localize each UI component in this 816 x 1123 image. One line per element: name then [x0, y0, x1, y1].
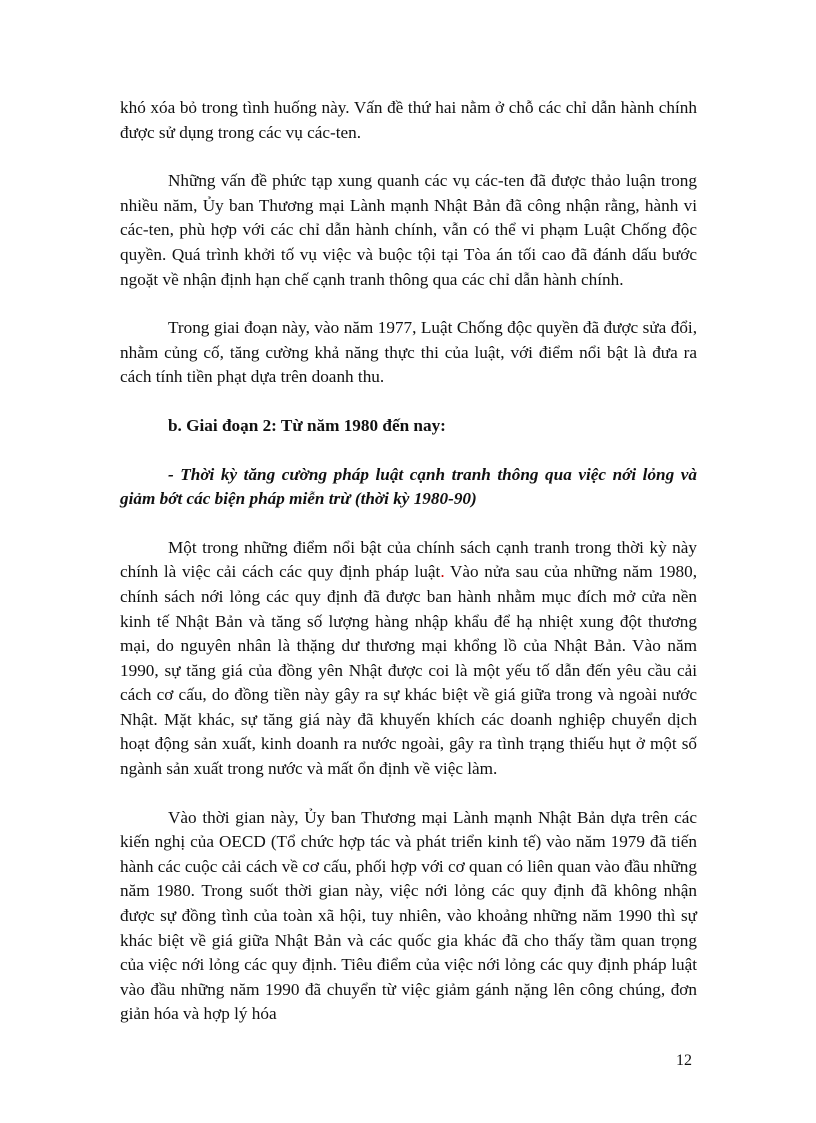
subsection-heading-1980-90: - Thời kỳ tăng cường pháp luật cạnh tranh thông qua việc nới lỏng và giảm bớt các biện pháp miễn trừ (thời kỳ 1980-90): [120, 464, 697, 509]
paragraph-continuation: khó xóa bỏ trong tình huống này. Vấn đề thứ hai nằm ở chỗ các chỉ dẫn hành chính được sử dụng trong các vụ các-ten.: [120, 98, 697, 142]
paragraph-gap: [120, 439, 697, 463]
paragraph-cartel-issues: Những vấn đề phức tạp xung quanh các vụ các-ten đã được thảo luận trong nhiều năm, Ủy ban Thương mại Lành mạnh Nhật Bản đã công nhận rằng, hành vi các-ten, phù hợp với các chỉ dẫn hành chính, vẫn có thể vi phạm Luật Chống độc quyền. Quá trình khởi tố vụ việc và buộc tội tại Tòa án tối cao đã đánh dấu bước ngoặt về nhận định hạn chế cạnh tranh thông qua các chỉ dẫn hành chính.: [120, 171, 697, 289]
paragraph-regulatory-reform: [120, 536, 697, 782]
paragraph-gap: [120, 145, 697, 169]
paragraph-regulatory-reform-part-1: Một trong những điểm nổi bật của chính sách cạnh tranh trong thời kỳ này chính là việc cải cách các quy định pháp luật: [120, 537, 697, 582]
paragraph-gap: [120, 390, 697, 414]
paragraph-gap: [120, 292, 697, 316]
section-heading-stage-2: b. Giai đoạn 2: Từ năm 1980 đến nay:: [168, 415, 446, 435]
paragraph-1977-amendment: Trong giai đoạn này, vào năm 1977, Luật Chống độc quyền đã được sửa đổi, nhằm củng cố, tăng cường khả năng thực thi của luật, với điểm nổi bật là đưa ra cách tính tiền phạt dựa trên doanh thu.: [120, 318, 697, 387]
paragraph-regulatory-reform-part-2: Vào nửa sau của những năm 1980, chính sách nới lỏng các quy định đã được ban hành nhằm mục đích mở cửa nền kinh tế Nhật Bản và tăng số lượng hàng nhập khẩu để hạ nhiệt xung đột thương mại, do nguyên nhân là thặng dư thương mại khổng lồ của Nhật Bản. Vào năm 1990, sự tăng giá của đồng yên Nhật được coi là một yếu tố dẫn đến yêu cầu cải cách cơ cấu, do đồng tiền này gây ra sự khác biệt về giá giữa trong và ngoài nước Nhật. Mặt khác, sự tăng giá này đã khuyến khích các doanh nghiệp chuyển dịch hoạt động sản xuất, kinh doanh ra nước ngoài, gây ra tình trạng thiếu hụt ở một số ngành sản xuất trong nước và mất ổn định về việc làm.: [120, 562, 697, 779]
page-number: 12: [676, 1052, 692, 1069]
paragraph-gap: [120, 782, 697, 806]
document-page: [120, 96, 697, 1027]
paragraph-gap: [120, 512, 697, 536]
red-period-mark: .: [440, 562, 445, 582]
paragraph-oecd-reform: Vào thời gian này, Ủy ban Thương mại Lành mạnh Nhật Bản dựa trên các kiến nghị của OECD (Tổ chức hợp tác và phát triển kinh tế) vào năm 1979 đã tiến hành các cuộc cải cách về cơ cấu, phối hợp với cơ quan có liên quan vào đầu những năm 1980. Trong suốt thời gian này, việc nới lỏng các quy định đã không nhận được sự đồng tình của toàn xã hội, tuy nhiên, vào khoảng những năm 1990 thì sự khác biệt về giá giữa Nhật Bản và các quốc gia khác đã cho thấy tầm quan trọng của việc nới lỏng các quy định. Tiêu điểm của việc nới lỏng các quy định pháp luật vào đầu những năm 1990 đã chuyển từ việc giảm gánh nặng lên công chúng, đơn giản hóa và hợp lý hóa: [120, 807, 697, 1024]
